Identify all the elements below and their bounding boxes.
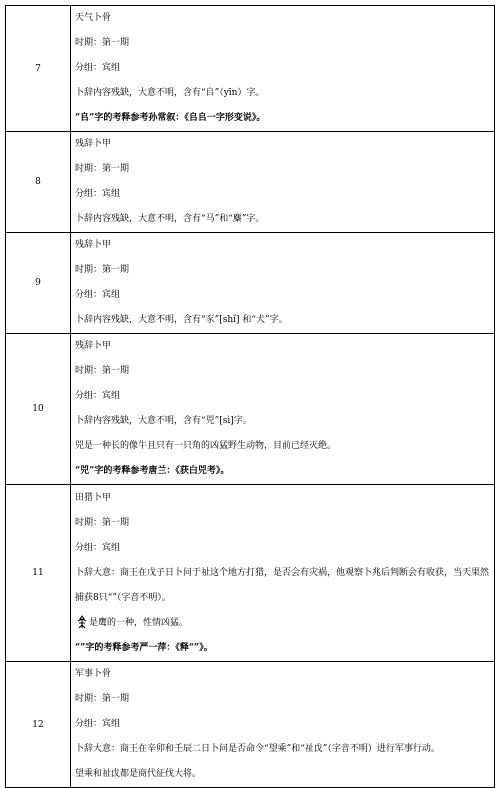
description-line: 卜辞大意：商王在辛卯和壬辰二日卜问是否命令“望乘”和“祉戉”（字音不明）进行军事行动。 <box>75 744 440 754</box>
period-line: 时期：第一期 <box>75 164 130 174</box>
note-line <box>75 611 490 636</box>
item-title: 天气卜骨 <box>75 13 112 23</box>
item-title: 军事卜骨 <box>75 669 112 679</box>
reference-line: “”字的考释参考严一萍：《释“”》。 <box>75 642 213 653</box>
description-line: 卜辞内容残缺，大意不明，含有“马”和“麋”字。 <box>75 214 265 224</box>
row-number: 8 <box>6 132 71 233</box>
table-row <box>6 233 495 334</box>
row-content <box>71 662 495 788</box>
row-number: 10 <box>6 334 71 485</box>
item-title: 田猎卜甲 <box>75 492 112 503</box>
period-line: 时期：第一期 <box>75 694 130 704</box>
row-number: 7 <box>6 6 71 132</box>
group-line: 分组：宾组 <box>75 542 121 553</box>
group-line: 分组：宾组 <box>75 391 121 401</box>
row-number: 11 <box>6 485 71 662</box>
group-line: 分组：宾组 <box>75 63 121 73</box>
item-title: 残辞卜甲 <box>75 139 112 149</box>
table-row <box>6 132 495 233</box>
group-line: 分组：宾组 <box>75 290 121 300</box>
period-line: 时期：第一期 <box>75 265 130 275</box>
oracle-glyph-icon <box>75 615 89 629</box>
note-line: 兕是一种长的像牛且只有一只角的凶猛野生动物，目前已经灭绝。 <box>75 441 337 451</box>
period-line: 时期：第一期 <box>75 517 130 528</box>
row-content <box>71 132 495 233</box>
table-row <box>6 6 495 132</box>
reference-line: “𠂤”字的考释参考孙常叙：《𠂤𠂤一字形变说》。 <box>75 113 266 123</box>
row-number: 9 <box>6 233 71 334</box>
table-row <box>6 485 495 662</box>
description-line: 卜辞内容残缺，大意不明，含有“𠂤”（yīn）字。 <box>75 88 265 98</box>
oracle-bone-table <box>5 5 495 788</box>
table-row <box>6 334 495 485</box>
row-number: 12 <box>6 662 71 788</box>
row-content <box>71 334 495 485</box>
row-content <box>71 485 495 662</box>
item-title: 残辞卜甲 <box>75 341 112 351</box>
description-line: 卜辞大意：商王在戊子日卜问于祉这个地方打猎，是否会有灾祸，他观察卜兆后判断会有收获，当天果然捕获8只“”（字音不明）。 <box>75 567 490 603</box>
period-line: 时期：第一期 <box>75 38 130 48</box>
item-title: 残辞卜甲 <box>75 240 112 250</box>
row-content <box>71 233 495 334</box>
note-line: 望乘和祉戉都是商代征伐大将。 <box>75 769 202 779</box>
group-line: 分组：宾组 <box>75 189 121 199</box>
description-line: 卜辞内容残缺，大意不明，含有“豕”[shǐ] 和“犬”字。 <box>75 315 288 325</box>
group-line: 分组：宾组 <box>75 719 121 729</box>
table-row <box>6 662 495 788</box>
reference-line: “兕”字的考释参考唐兰：《获白兕考》。 <box>75 466 230 476</box>
row-content <box>71 6 495 132</box>
description-line: 卜辞内容残缺，大意不明，含有“兕”[sì]字。 <box>75 416 252 426</box>
period-line: 时期：第一期 <box>75 366 130 376</box>
note-text: 是鹰的一种，性情凶猛。 <box>89 617 189 628</box>
